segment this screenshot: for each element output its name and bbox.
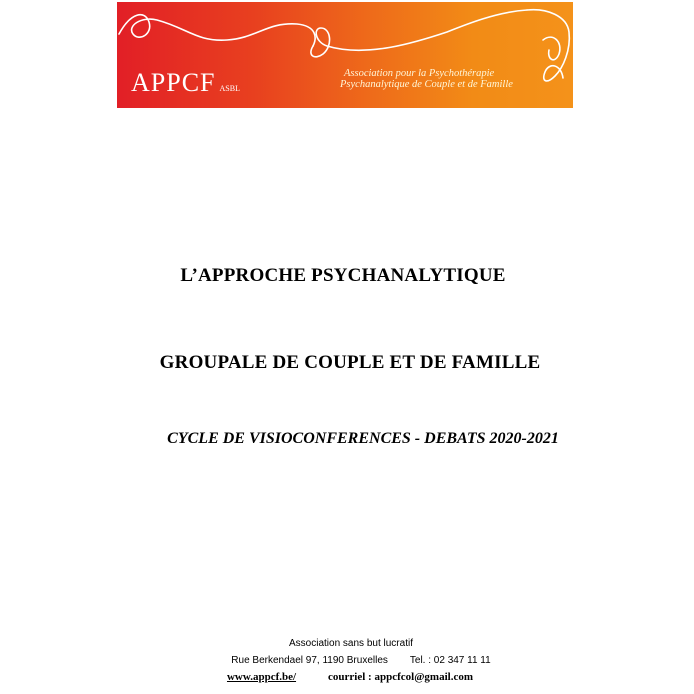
title-line-1: L’APPROCHE PSYCHANALYTIQUE [180, 265, 506, 286]
footer-org-status: Association sans but lucratif [289, 638, 413, 649]
logo-suffix: ASBL [219, 84, 240, 93]
footer-phone: Tel. : 02 347 11 11 [409, 655, 491, 666]
footer-email: courriel : appcfcol@gmail.com [328, 671, 473, 683]
tagline [340, 68, 564, 90]
footer-contact-row [0, 655, 694, 666]
logo-text: APPCF [131, 68, 216, 97]
tagline-line-2: Psychanalytique de Couple et de Famille [340, 79, 513, 90]
subtitle: CYCLE DE VISIOCONFERENCES - DEBATS 2020-2021 [167, 430, 559, 447]
footer-address: Rue Berkendael 97, 1190 Bruxelles [231, 655, 388, 666]
logo [131, 68, 240, 98]
tagline-line-1: Association pour la Psychothérapie [344, 68, 495, 79]
footer-website-link[interactable]: www.appcf.be/ [226, 671, 297, 683]
footer-web-row [0, 671, 694, 683]
header-banner [117, 2, 573, 108]
title-line-2: GROUPALE DE COUPLE ET DE FAMILLE [159, 352, 541, 373]
